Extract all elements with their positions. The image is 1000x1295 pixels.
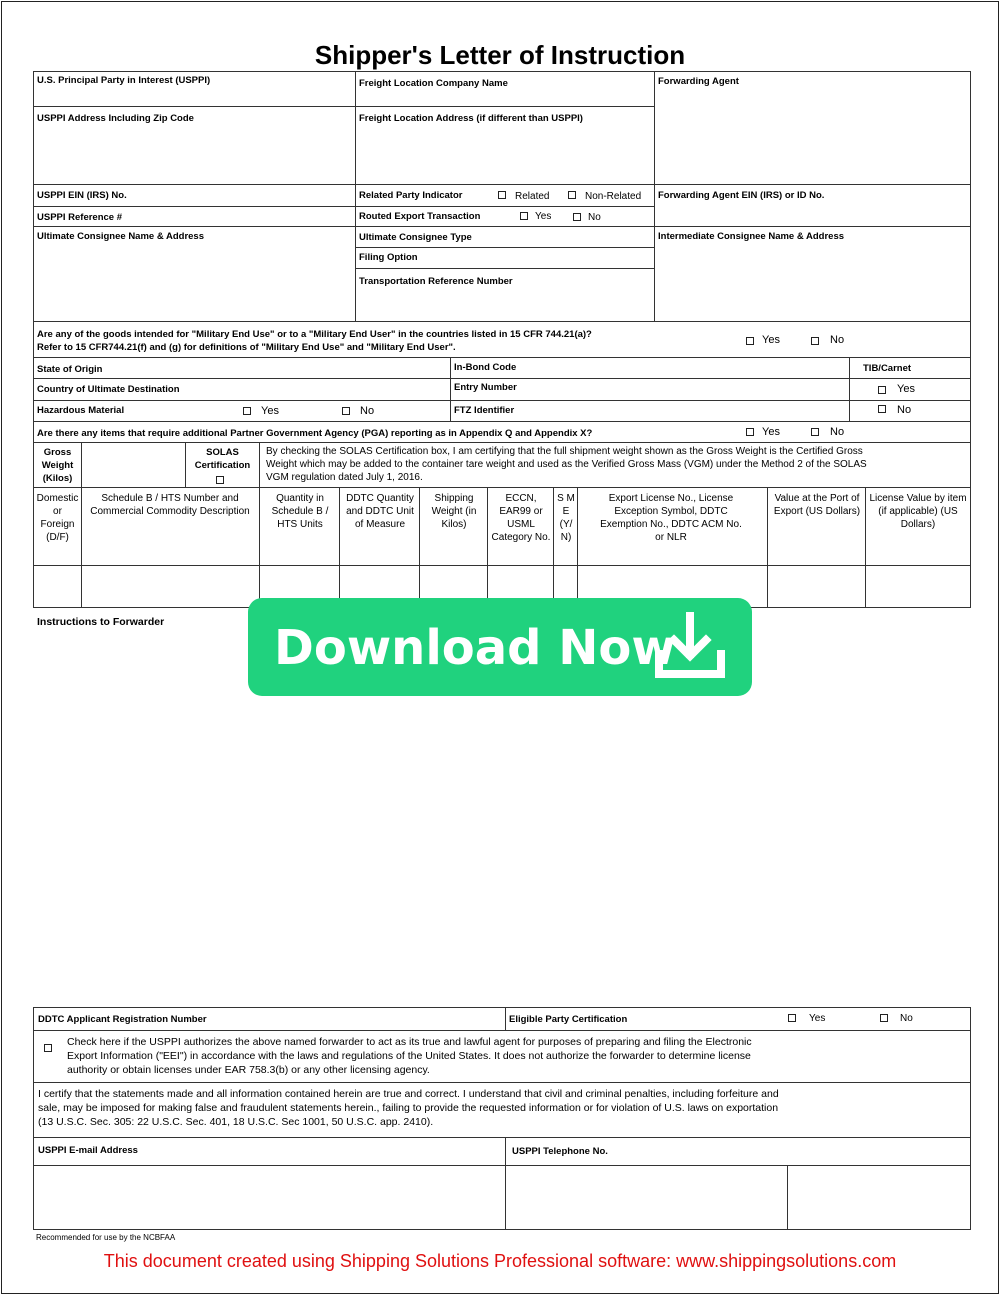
- divider: [33, 106, 355, 107]
- divider: [767, 487, 768, 608]
- divider: [487, 487, 488, 608]
- ultimate-consignee-name-label: Ultimate Consignee Name & Address: [37, 231, 204, 242]
- routed-yes-checkbox[interactable]: [520, 212, 528, 220]
- pga-question: Are there any items that require additional Partner Government Agency (PGA) reporting as in Appendix Q and Appendix X?: [37, 428, 593, 439]
- download-icon: [650, 610, 730, 684]
- usppi-ein-label: USPPI EIN (IRS) No.: [37, 190, 127, 201]
- divider: [355, 247, 654, 248]
- tib-no-checkbox[interactable]: [878, 405, 886, 413]
- authorize-checkbox[interactable]: [44, 1044, 52, 1052]
- pga-no-option: No: [830, 426, 845, 438]
- divider: [33, 378, 971, 379]
- eligible-party-label: Eligible Party Certification: [509, 1014, 628, 1025]
- country-destination-label: Country of Ultimate Destination: [37, 384, 180, 395]
- divider: [259, 487, 260, 608]
- military-no-checkbox[interactable]: [811, 337, 819, 345]
- divider: [33, 357, 971, 358]
- eligible-no-checkbox[interactable]: [880, 1014, 888, 1022]
- eligible-yes-option: Yes: [809, 1013, 826, 1024]
- military-no-option: No: [830, 334, 845, 346]
- certify-line-2: sale, may be imposed for making false and fraudulent statements herein., failing to provide the requested information or for violation of U.S. laws on exportation: [38, 1102, 779, 1114]
- divider: [33, 321, 971, 322]
- divider: [355, 71, 356, 321]
- divider: [450, 357, 451, 421]
- routed-export-label: Routed Export Transaction: [359, 211, 481, 222]
- col-domestic: Domestic or Foreign (D/F): [36, 493, 79, 543]
- tib-yes-checkbox[interactable]: [878, 386, 886, 394]
- solas-text-line-1: By checking the SOLAS Certification box, I am certifying that the full shipment weight shown as the Gross Weight is the Certified Gross: [266, 446, 863, 457]
- military-reference: Refer to 15 CFR744.21(f) and (g) for definitions of "Military End Use" and "Military End User".: [37, 342, 456, 353]
- col-export-license: Export License No., License Exception Symbol, DDTC Exemption No., DDTC ACM No. or NLR: [600, 493, 742, 543]
- divider: [33, 206, 654, 207]
- non-related-checkbox[interactable]: [568, 191, 576, 199]
- eligible-yes-checkbox[interactable]: [788, 1014, 796, 1022]
- hazardous-yes-option: Yes: [261, 405, 279, 417]
- pga-yes-option: Yes: [762, 426, 780, 438]
- divider: [33, 184, 971, 185]
- col-sme: S M E (Y/ N): [557, 493, 575, 543]
- ddtc-reg-label: DDTC Applicant Registration Number: [38, 1014, 207, 1025]
- hazardous-yes-checkbox[interactable]: [243, 407, 251, 415]
- routed-yes-option: Yes: [535, 211, 552, 222]
- divider: [33, 1082, 971, 1083]
- hazardous-no-checkbox[interactable]: [342, 407, 350, 415]
- col-eccn: ECCN, EAR99 or USML Category No.: [491, 493, 551, 543]
- footer-note: This document created using Shipping Solutions Professional software: www.shippingsolutions.com: [103, 1251, 897, 1271]
- email-label: USPPI E-mail Address: [38, 1145, 138, 1156]
- forwarding-agent-ein-label: Forwarding Agent EIN (IRS) or ID No.: [658, 190, 825, 201]
- related-checkbox[interactable]: [498, 191, 506, 199]
- col-quantity: Quantity in Schedule B / HTS Units: [271, 493, 329, 530]
- form-title: Shipper's Letter of Instruction: [314, 40, 686, 70]
- usppi-reference-label: USPPI Reference #: [37, 212, 123, 223]
- freight-location-company-label: Freight Location Company Name: [359, 78, 508, 89]
- recommended-note: Recommended for use by the NCBFAA: [36, 1233, 176, 1242]
- instructions-label: Instructions to Forwarder: [37, 616, 165, 628]
- divider: [339, 487, 340, 608]
- intermediate-consignee-label: Intermediate Consignee Name & Address: [658, 231, 845, 242]
- military-yes-option: Yes: [762, 334, 780, 346]
- authorize-line-1: Check here if the USPPI authorizes the above named forwarder to act as its true and lawful agent for purposes of preparing and filing the Electronic: [67, 1036, 752, 1048]
- military-yes-checkbox[interactable]: [746, 337, 754, 345]
- forwarding-agent-label: Forwarding Agent: [658, 76, 739, 87]
- routed-no-option: No: [588, 212, 601, 223]
- divider: [259, 442, 260, 487]
- telephone-label: USPPI Telephone No.: [512, 1146, 608, 1157]
- divider: [81, 442, 82, 487]
- download-now-button[interactable]: [248, 598, 752, 696]
- divider: [419, 487, 420, 608]
- divider: [33, 1030, 971, 1031]
- authorize-line-2: Export Information ("EEI") in accordance with the laws and regulations of the United States. It does not authorize the forwarder to determine license: [67, 1050, 751, 1062]
- tib-carnet-label: TIB/Carnet: [863, 363, 912, 374]
- divider: [577, 487, 578, 608]
- usppi-address-label: USPPI Address Including Zip Code: [37, 113, 194, 124]
- divider: [355, 106, 654, 107]
- entry-number-label: Entry Number: [454, 382, 517, 393]
- non-related-option: Non-Related: [585, 191, 642, 202]
- pga-no-checkbox[interactable]: [811, 428, 819, 436]
- col-value: Value at the Port of Export (US Dollars): [773, 493, 861, 517]
- col-schedule-b: Schedule B / HTS Number and Commercial Commodity Description: [90, 493, 250, 517]
- divider: [787, 1165, 788, 1230]
- solas-label: SOLAS Certification: [194, 447, 251, 471]
- divider: [33, 226, 971, 227]
- divider: [505, 1137, 506, 1230]
- hazardous-label: Hazardous Material: [37, 405, 125, 416]
- gross-weight-label: Gross Weight (Kilos): [41, 447, 74, 484]
- pga-yes-checkbox[interactable]: [746, 428, 754, 436]
- divider: [33, 421, 971, 422]
- usppi-label: U.S. Principal Party in Interest (USPPI): [37, 75, 211, 86]
- tib-no-option: No: [897, 404, 912, 416]
- routed-no-checkbox[interactable]: [573, 213, 581, 221]
- freight-location-address-label: Freight Location Address (if different than USPPI): [359, 113, 583, 124]
- divider: [505, 1007, 506, 1030]
- divider: [33, 565, 971, 566]
- state-origin-label: State of Origin: [37, 364, 103, 375]
- col-license-value: License Value by item (if applicable) (US Dollars): [869, 493, 967, 530]
- transport-ref-label: Transportation Reference Number: [359, 276, 513, 287]
- divider: [849, 357, 850, 421]
- divider: [865, 487, 866, 608]
- certify-line-3: (13 U.S.C. Sec. 305: 22 U.S.C. Sec. 401, 18 U.S.C. Sec 1001, 50 U.S.C. app. 2410).: [38, 1116, 434, 1128]
- military-question: Are any of the goods intended for "Military End Use" or to a "Military End User" in the countries listed in 15 CFR 744.21(a)?: [37, 329, 592, 340]
- certify-line-1: I certify that the statements made and all information contained herein are true and correct. I understand that civil and criminal penalties, including forfeiture and: [38, 1088, 779, 1100]
- tib-yes-option: Yes: [897, 383, 915, 395]
- divider: [33, 442, 971, 443]
- related-option: Related: [515, 191, 550, 202]
- filing-option-label: Filing Option: [359, 252, 418, 263]
- col-shipping-weight: Shipping Weight (in Kilos): [431, 493, 477, 530]
- divider: [654, 71, 655, 321]
- divider: [355, 268, 654, 269]
- solas-checkbox[interactable]: [216, 476, 224, 484]
- divider: [553, 487, 554, 608]
- solas-text-line-2: Weight which may be added to the container tare weight and used as the Verified Gross Mass (VGM) under the Method 2 of the SOLAS: [266, 459, 867, 470]
- divider: [33, 1165, 971, 1166]
- eligible-no-option: No: [900, 1013, 913, 1024]
- col-ddtc-qty: DDTC Quantity and DDTC Unit of Measure: [346, 493, 414, 530]
- authorize-line-3: authority or obtain licenses under EAR 758.3(b) or any other licensing agency.: [67, 1064, 430, 1076]
- divider: [33, 487, 971, 488]
- related-party-label: Related Party Indicator: [359, 190, 463, 201]
- in-bond-code-label: In-Bond Code: [454, 362, 517, 373]
- divider: [33, 400, 971, 401]
- divider: [33, 1137, 971, 1138]
- hazardous-no-option: No: [360, 405, 375, 417]
- ftz-label: FTZ Identifier: [454, 405, 515, 416]
- ultimate-consignee-type-label: Ultimate Consignee Type: [359, 232, 472, 243]
- download-now-label: Download Now: [274, 620, 676, 676]
- divider: [81, 487, 82, 608]
- solas-text-line-3: VGM regulation dated July 1, 2016.: [266, 472, 423, 483]
